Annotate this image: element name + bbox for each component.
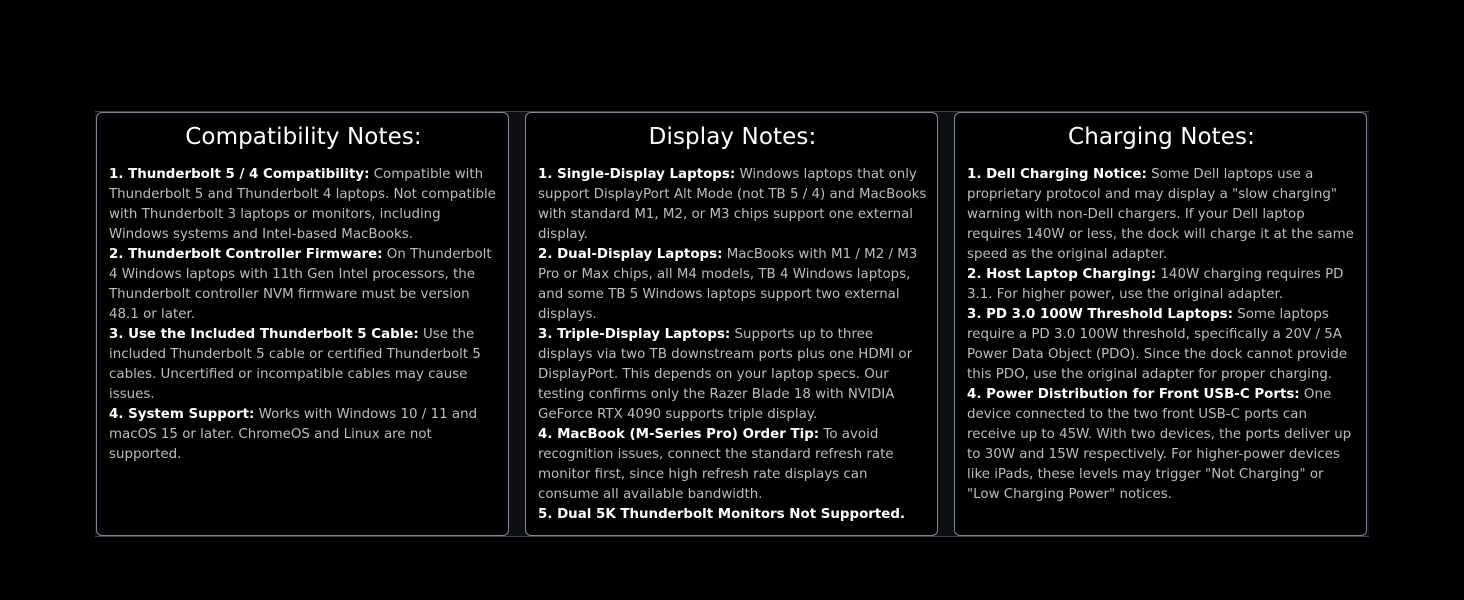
note-item [967,265,1356,305]
note-lead: 4. System Support: [109,407,255,422]
card-title: Charging Notes: [1068,124,1255,150]
compatibility-notes-card [96,112,509,536]
note-item [967,385,1356,505]
note-lead: 4. Power Distribution for Front USB-C Ports: [967,387,1300,402]
note-text: 140W charging requires PD 3.1. For higher power, use the original adapter. [967,267,1344,302]
note-text: Supports up to three displays via two TB downstream ports plus one HDMI or DisplayPort. This depends on your laptop specs. Our testing confirms only the Razer Blade 18 with NVIDIA GeForce RTX 4090 supports triple display. [538,327,913,422]
note-lead: 3. Triple-Display Laptops: [538,327,731,342]
note-item [538,425,927,505]
note-item [109,405,498,465]
card-title: Display Notes: [648,124,817,150]
note-text: Compatible with Thunderbolt 5 and Thunderbolt 4 laptops. Not compatible with Thunderbolt 3 laptops or monitors, including Windows systems and Intel-based MacBooks. [109,167,496,242]
note-lead: 3. Use the Included Thunderbolt 5 Cable: [109,327,419,342]
note-text: Use the included Thunderbolt 5 cable or certified Thunderbolt 5 cables. Uncertified or incompatible cables may cause issues. [109,327,481,402]
note-item [109,245,498,325]
card-title: Compatibility Notes: [185,124,422,150]
note-item [538,165,927,245]
note-lead: 4. MacBook (M-Series Pro) Order Tip: [538,427,820,442]
note-item [967,305,1356,385]
note-text: On Thunderbolt 4 Windows laptops with 11th Gen Intel processors, the Thunderbolt controller NVM firmware must be version 48.1 or later. [109,247,492,322]
note-text: Windows laptops that only support DisplayPort Alt Mode (not TB 5 / 4) and MacBooks with standard M1, M2, or M3 chips support one external display. [538,167,927,242]
note-lead: 2. Dual-Display Laptops: [538,247,723,262]
note-lead: 1. Single-Display Laptops: [538,167,736,182]
note-lead: 2. Thunderbolt Controller Firmware: [109,247,383,262]
note-text: To avoid recognition issues, connect the standard refresh rate monitor first, since high refresh rate displays can consume all available bandwidth. [538,427,894,502]
note-item [538,505,927,525]
note-item [967,165,1356,265]
note-text: Works with Windows 10 / 11 and macOS 15 or later. ChromeOS and Linux are not supported. [109,407,478,462]
note-list [538,165,927,525]
note-lead: 1. Dell Charging Notice: [967,167,1147,182]
note-text: Some Dell laptops use a proprietary protocol and may display a "slow charging" warning with non-Dell chargers. If your Dell laptop requires 140W or less, the dock will charge it at the same speed as the original adapter. [967,167,1354,262]
note-list [109,165,498,465]
note-lead: 5. Dual 5K Thunderbolt Monitors Not Supported. [538,507,906,522]
note-lead: 2. Host Laptop Charging: [967,267,1157,282]
note-text: One device connected to the two front USB-C ports can receive up to 45W. With two devices, the ports deliver up to 30W and 15W respectively. For higher-power devices like iPads, these levels may trigger "Not Charging" or "Low Charging Power" notices. [967,387,1352,502]
note-lead: 1. Thunderbolt 5 / 4 Compatibility: [109,167,370,182]
note-text: Some laptops require a PD 3.0 100W threshold, specifically a 20V / 5A Power Data Object (PDO). Since the dock cannot provide this PDO, use the original adapter for proper charging. [967,307,1348,382]
note-list [967,165,1356,505]
note-item [538,325,927,425]
note-item [538,245,927,325]
note-item [109,325,498,405]
note-lead: 3. PD 3.0 100W Threshold Laptops: [967,307,1233,322]
note-item [109,165,498,245]
note-text: MacBooks with M1 / M2 / M3 Pro or Max chips, all M4 models, TB 4 Windows laptops, and some TB 5 Windows laptops support two external displays. [538,247,918,322]
display-notes-card [525,112,938,536]
charging-notes-card [954,112,1367,536]
